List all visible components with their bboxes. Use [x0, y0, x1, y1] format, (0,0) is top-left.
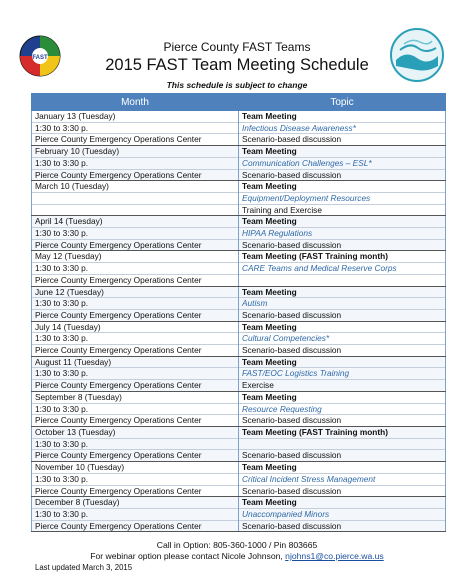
table-row [32, 462, 446, 474]
meeting-date: July 14 (Tuesday) [32, 321, 239, 333]
table-row [32, 134, 446, 146]
table-row [32, 497, 446, 509]
meeting-format: Scenario-based discussion [239, 450, 446, 462]
meeting-time: 1:30 to 3:30 p. [32, 368, 239, 380]
table-row [32, 426, 446, 438]
meeting-time: 1:30 to 3:30 p. [32, 122, 239, 134]
last-updated: Last updated March 3, 2015 [35, 563, 133, 572]
table-header-row [32, 94, 446, 111]
meeting-type: Team Meeting [239, 181, 446, 193]
meeting-type: Team Meeting [239, 391, 446, 403]
meeting-date: October 13 (Tuesday) [32, 426, 239, 438]
meeting-format: Scenario-based discussion [239, 134, 446, 146]
meeting-date: March 10 (Tuesday) [32, 181, 239, 193]
table-row [32, 204, 446, 216]
call-in-info: Call in Option: 805-360-1000 / Pin 803665 [156, 540, 318, 550]
table-row [32, 192, 446, 204]
meeting-type: Team Meeting (FAST Training month) [239, 426, 446, 438]
meeting-date: June 12 (Tuesday) [32, 286, 239, 298]
table-row [32, 216, 446, 228]
schedule-table [31, 93, 446, 532]
table-row [32, 298, 446, 310]
meeting-type: Team Meeting [239, 462, 446, 474]
meeting-location: Pierce County Emergency Operations Center [32, 239, 239, 251]
meeting-time: 1:30 to 3:30 p. [32, 403, 239, 415]
meeting-topic: FAST/EOC Logistics Training [239, 368, 446, 380]
meeting-format: Scenario-based discussion [239, 520, 446, 532]
county-logo-right [388, 26, 446, 84]
meeting-topic: Communication Challenges – ESL* [239, 157, 446, 169]
table-row [32, 169, 446, 181]
meeting-type: Team Meeting (FAST Training month) [239, 251, 446, 263]
page-title: 2015 FAST Team Meeting Schedule [105, 56, 369, 74]
table-row [32, 403, 446, 415]
table-row [32, 228, 446, 240]
meeting-date: May 12 (Tuesday) [32, 251, 239, 263]
table-row [32, 391, 446, 403]
table-row [32, 122, 446, 134]
meeting-format [239, 274, 446, 286]
meeting-topic [239, 438, 446, 450]
meeting-type: Team Meeting [239, 111, 446, 123]
table-row [32, 146, 446, 158]
table-row [32, 321, 446, 333]
meeting-type: Team Meeting [239, 216, 446, 228]
meeting-date: August 11 (Tuesday) [32, 356, 239, 368]
table-row [32, 368, 446, 380]
meeting-type: Team Meeting [239, 321, 446, 333]
meeting-format: Scenario-based discussion [239, 239, 446, 251]
meeting-location: Pierce County Emergency Operations Center [32, 520, 239, 532]
table-row [32, 157, 446, 169]
table-row [32, 520, 446, 532]
meeting-type: Team Meeting [239, 146, 446, 158]
meeting-time: 1:30 to 3:30 p. [32, 333, 239, 345]
meeting-format: Training and Exercise [239, 204, 446, 216]
table-row [32, 485, 446, 497]
schedule-body [32, 111, 446, 532]
meeting-format: Scenario-based discussion [239, 345, 446, 357]
table-row [32, 345, 446, 357]
svg-text:FAST: FAST [32, 55, 48, 61]
meeting-topic: HIPAA Regulations [239, 228, 446, 240]
meeting-time: 1:30 to 3:30 p. [32, 228, 239, 240]
meeting-date: November 10 (Tuesday) [32, 462, 239, 474]
meeting-time: 1:30 to 3:30 p. [32, 438, 239, 450]
meeting-time: 1:30 to 3:30 p. [32, 473, 239, 485]
meeting-topic: Autism [239, 298, 446, 310]
meeting-date: December 8 (Tuesday) [32, 497, 239, 509]
table-row [32, 181, 446, 193]
table-row [32, 309, 446, 321]
meeting-time: 1:30 to 3:30 p. [32, 157, 239, 169]
meeting-topic: CARE Teams and Medical Reserve Corps [239, 263, 446, 275]
meeting-time: 1:30 to 3:30 p. [32, 508, 239, 520]
table-row [32, 415, 446, 427]
meeting-date: February 10 (Tuesday) [32, 146, 239, 158]
meeting-type: Team Meeting [239, 286, 446, 298]
meeting-topic: Critical Incident Stress Management [239, 473, 446, 485]
meeting-location: Pierce County Emergency Operations Center [32, 485, 239, 497]
meeting-format: Scenario-based discussion [239, 415, 446, 427]
schedule-note: This schedule is subject to change [166, 80, 308, 90]
column-header-topic: Topic [239, 94, 446, 111]
table-row [32, 239, 446, 251]
meeting-date: January 13 (Tuesday) [32, 111, 239, 123]
meeting-location: Pierce County Emergency Operations Center [32, 309, 239, 321]
table-row [32, 380, 446, 392]
meeting-format: Exercise [239, 380, 446, 392]
meeting-topic: Equipment/Deployment Resources [239, 192, 446, 204]
meeting-location: Pierce County Emergency Operations Center [32, 450, 239, 462]
meeting-location: Pierce County Emergency Operations Center [32, 380, 239, 392]
table-row [32, 263, 446, 275]
email-link[interactable]: njohns1@co.pierce.wa.us [285, 551, 384, 561]
table-row [32, 286, 446, 298]
meeting-location: Pierce County Emergency Operations Center [32, 134, 239, 146]
meeting-time: 1:30 to 3:30 p. [32, 298, 239, 310]
table-row [32, 356, 446, 368]
table-row [32, 450, 446, 462]
meeting-location: Pierce County Emergency Operations Center [32, 169, 239, 181]
table-row [32, 508, 446, 520]
webinar-info [0, 551, 474, 561]
table-row [32, 274, 446, 286]
webinar-text: For webinar option please contact Nicole Johnson, [90, 551, 286, 561]
meeting-topic: Unaccompanied Minors [239, 508, 446, 520]
table-row [32, 333, 446, 345]
meeting-format: Scenario-based discussion [239, 309, 446, 321]
meeting-location: Pierce County Emergency Operations Center [32, 274, 239, 286]
meeting-topic: Cultural Competencies* [239, 333, 446, 345]
table-row [32, 251, 446, 263]
meeting-date: April 14 (Tuesday) [32, 216, 239, 228]
column-header-month: Month [32, 94, 239, 111]
table-row [32, 473, 446, 485]
meeting-format: Scenario-based discussion [239, 169, 446, 181]
table-row [32, 111, 446, 123]
meeting-date: September 8 (Tuesday) [32, 391, 239, 403]
meeting-location [32, 204, 239, 216]
meeting-topic: Resource Requesting [239, 403, 446, 415]
meeting-location: Pierce County Emergency Operations Center [32, 415, 239, 427]
meeting-type: Team Meeting [239, 356, 446, 368]
meeting-topic: Infectious Disease Awareness* [239, 122, 446, 134]
meeting-time: 1:30 to 3:30 p. [32, 263, 239, 275]
meeting-time [32, 192, 239, 204]
meeting-type: Team Meeting [239, 497, 446, 509]
meeting-location: Pierce County Emergency Operations Center [32, 345, 239, 357]
table-row [32, 438, 446, 450]
meeting-format: Scenario-based discussion [239, 485, 446, 497]
organization-name: Pierce County FAST Teams [163, 40, 311, 54]
